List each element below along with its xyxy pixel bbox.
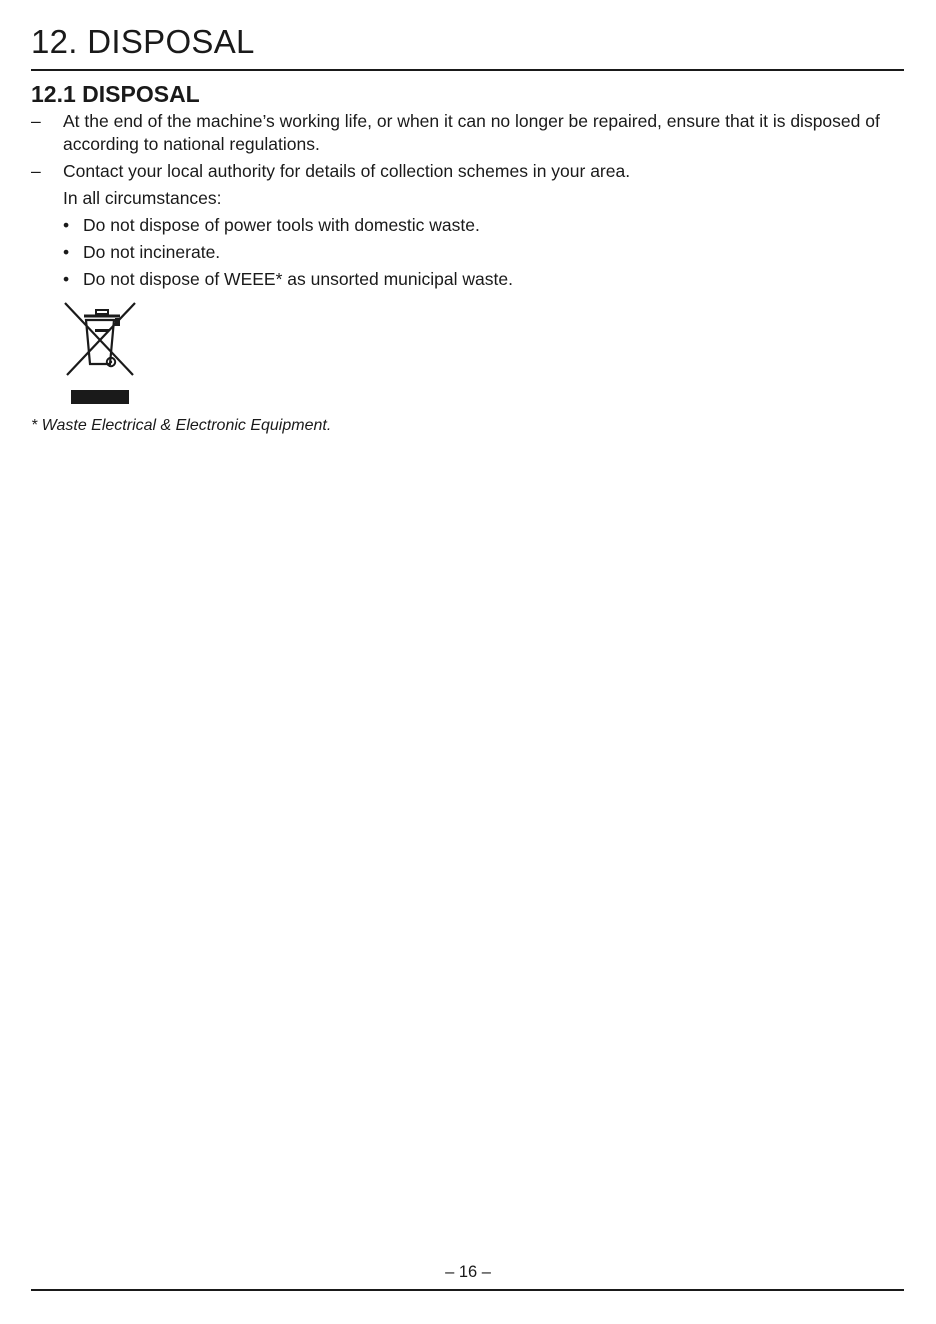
dash-item-text: Contact your local authority for details of collection schemes in your area. — [63, 161, 631, 181]
heading-divider — [31, 69, 904, 71]
bullet-item-text: Do not incinerate. — [83, 242, 221, 262]
page-title: 12. DISPOSAL — [31, 23, 255, 60]
dash-marker: – — [31, 111, 41, 131]
bullet-list-item — [31, 268, 901, 291]
dash-item-text: At the end of the machine’s working life, or when it can no longer be repaired, ensure that it is disposed of according to national regulations. — [63, 111, 880, 154]
page-number: – 16 – — [445, 1263, 491, 1281]
bullet-item-text: Do not dispose of power tools with domestic waste. — [83, 215, 480, 235]
bullet-marker: • — [63, 215, 70, 235]
bullet-item-text: Do not dispose of WEEE* as unsorted municipal waste. — [83, 269, 513, 289]
crossed-out-wheeled-bin-icon — [62, 302, 138, 406]
dash-marker: – — [31, 161, 41, 181]
bullet-list-item — [31, 214, 901, 237]
footnote: * Waste Electrical & Electronic Equipment. — [31, 417, 332, 434]
dash-list-item — [31, 160, 901, 183]
circumstances-intro: In all circumstances: — [63, 188, 222, 208]
footer-divider — [31, 1289, 904, 1291]
bullet-list-item — [31, 241, 901, 264]
section-content — [31, 110, 901, 295]
dash-list-item — [31, 110, 901, 156]
section-title: 12.1 DISPOSAL — [31, 81, 200, 107]
bullet-marker: • — [63, 269, 70, 289]
bullet-marker: • — [63, 242, 70, 262]
